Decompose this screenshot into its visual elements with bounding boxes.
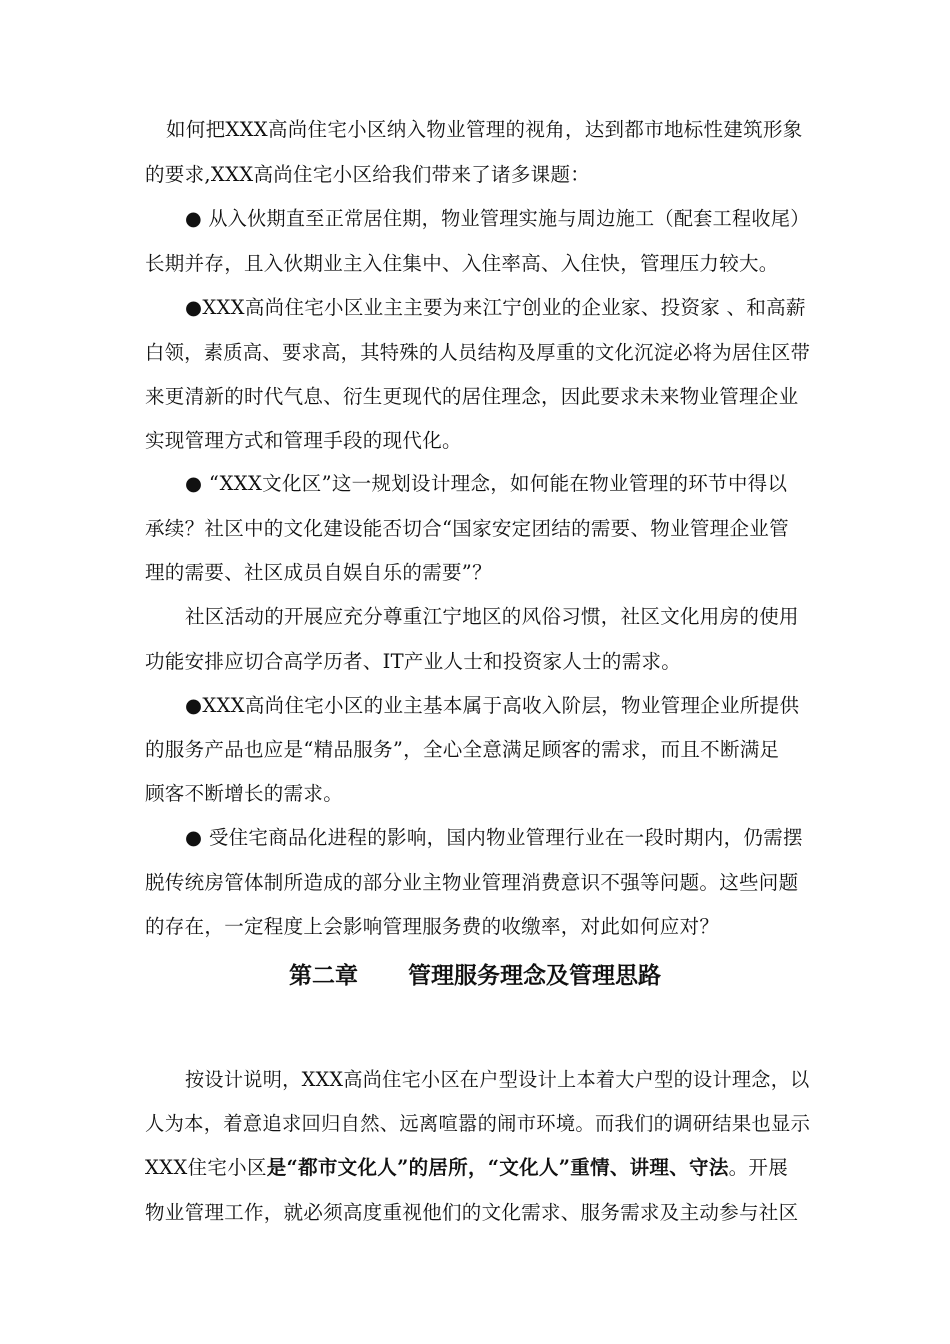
para-3-line-3-suffix: 。开展 bbox=[728, 1156, 789, 1179]
para-3-line-1: 按设计说明，XXX高尚住宅小区在户型设计上本着大户型的设计理念，以 bbox=[185, 1068, 810, 1091]
bullet-3-line-3: 理的需要、社区成员自娱自乐的需要”？ bbox=[145, 561, 492, 584]
para-2-line-2: 功能安排应切合高学历者、IT产业人士和投资家人士的需求。 bbox=[145, 650, 682, 673]
bullet-5-line-3: 的存在，一定程度上会影响管理服务费的收缴率，对此如何应对？ bbox=[145, 915, 720, 938]
chapter-title: 管理服务理念及管理思路 bbox=[408, 963, 661, 989]
bullet-1-line-2: 长期并存，且入伙期业主入住集中、入住率高、入住快，管理压力较大。 bbox=[145, 252, 779, 275]
bullet-4-line-1: ●XXX高尚住宅小区的业主基本属于高收入阶层，物业管理企业所提供 bbox=[185, 694, 800, 717]
bullet-1-line-1: ● 从入伙期直至正常居住期，物业管理实施与周边施工（配套工程收尾） bbox=[185, 207, 810, 230]
bullet-4-line-2: 的服务产品也应是“精品服务”，全心全意满足顾客的需求，而且不断满足 bbox=[145, 738, 780, 761]
bullet-3-line-1: ● “XXX文化区”这一规划设计理念，如何能在物业管理的环节中得以 bbox=[185, 472, 788, 495]
bullet-4-line-3: 顾客不断增长的需求。 bbox=[145, 782, 344, 805]
chapter-number: 第二章 bbox=[289, 963, 358, 989]
para-3-line-3 bbox=[145, 1154, 810, 1182]
bullet-2-line-2: 白领，素质高、要求高，其特殊的人员结构及厚重的文化沉淀必将为居住区带 bbox=[145, 341, 811, 364]
bullet-5-line-1: ● 受住宅商品化进程的影响，国内物业管理行业在一段时期内，仍需摆 bbox=[185, 826, 803, 849]
bullet-5-line-2: 脱传统房管体制所造成的部分业主物业管理消费意识不强等问题。这些问题 bbox=[145, 871, 799, 894]
bullet-3-line-2: 承续？社区中的文化建设能否切合“国家安定团结的需要、物业管理企业管 bbox=[145, 517, 789, 540]
bullet-2-line-3: 来更清新的时代气息、衍生更现代的居住理念，因此要求未来物业管理企业 bbox=[145, 385, 799, 408]
para-2-line-1: 社区活动的开展应充分尊重江宁地区的风俗习惯，社区文化用房的使用 bbox=[185, 605, 799, 628]
bullet-2-line-4: 实现管理方式和管理手段的现代化。 bbox=[145, 429, 462, 452]
para-3-line-2: 人为本，着意追求回归自然、远离喧嚣的闹市环境。而我们的调研结果也显示 bbox=[145, 1112, 811, 1135]
para-1-line-1: 如何把XXX高尚住宅小区纳入物业管理的视角，达到都市地标性建筑形象 bbox=[166, 118, 803, 141]
bullet-2-line-1: ●XXX高尚住宅小区业主主要为来江宁创业的企业家、投资家 、和高薪 bbox=[185, 296, 806, 319]
para-1-line-2: 的要求,XXX高尚住宅小区给我们带来了诸多课题： bbox=[145, 163, 591, 186]
para-3-line-4: 物业管理工作，就必须高度重视他们的文化需求、服务需求及主动参与社区 bbox=[145, 1201, 799, 1224]
chapter-heading bbox=[0, 961, 950, 991]
para-3-line-3-prefix: XXX住宅小区 bbox=[145, 1156, 267, 1179]
para-3-line-3-bold: 是“都市文化人”的居所，“文化人”重情、讲理、守法 bbox=[266, 1156, 729, 1179]
